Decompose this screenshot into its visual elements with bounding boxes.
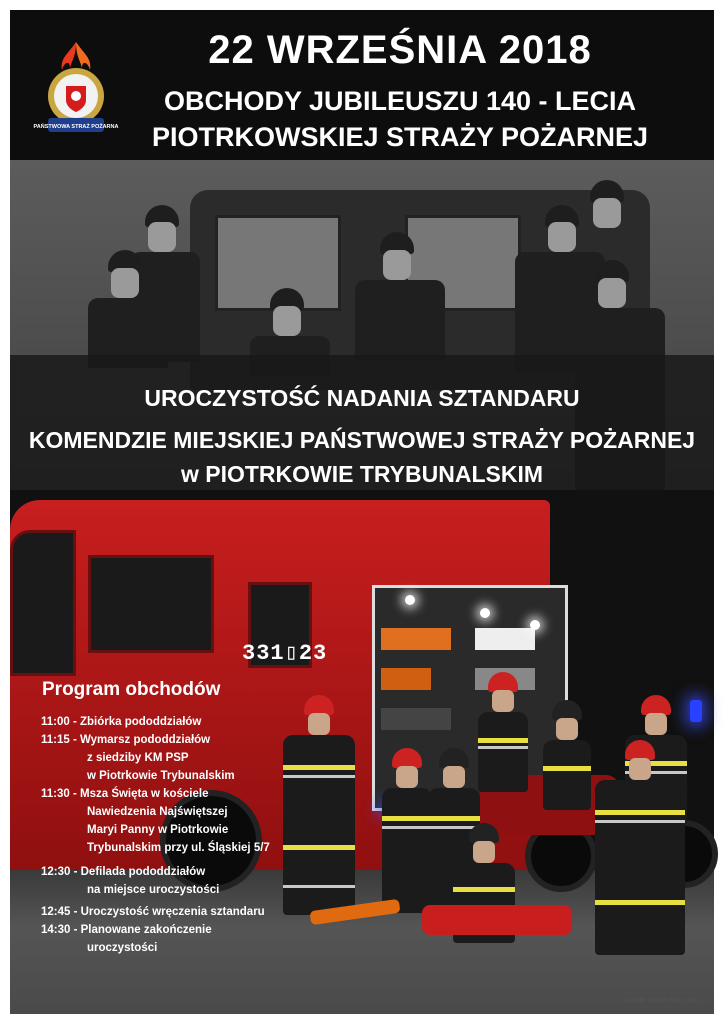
fire-service-emblem-icon (33, 40, 119, 140)
ceremony-line-2: KOMENDZIE MIEJSKIEJ PAŃSTWOWEJ STRAŻY POŻARNEJ (28, 427, 696, 453)
ceremony-line-3: w PIOTRKOWIE TRYBUNALSKIM (180, 461, 544, 487)
poster (10, 10, 714, 1014)
program-line: Maryi Panny w Piotrkowie (87, 824, 229, 836)
program-line: 14:30 - Planowane zakończenie (41, 924, 212, 936)
program-line: 11:15 - Wymarsz pododdziałów (41, 734, 211, 746)
firefighter (478, 672, 528, 792)
truck-registration: 331▯23 (242, 641, 328, 666)
ceremony-banner (10, 355, 714, 510)
jubilee-subtitle: PIOTRKOWSKIEJ STRAŻY POŻARNEJ (151, 122, 649, 152)
jubilee-title: OBCHODY JUBILEUSZU 140 - LECIA (163, 86, 637, 116)
program-line: 12:45 - Uroczystość wręczenia sztandaru (41, 906, 265, 918)
ceremony-line-1: UROCZYSTOŚĆ NADANIA SZTANDARU (144, 385, 580, 411)
printer-credit: Lamar Serwis Sp. z o.o. (625, 997, 700, 1004)
event-date: 22 WRZEŚNIA 2018 (208, 28, 592, 72)
fire-hose (422, 905, 572, 935)
program-line: 11:30 - Msza Święta w kościele (41, 788, 209, 800)
program-line: z siedziby KM PSP (87, 752, 189, 764)
svg-text:PAŃSTWOWA STRAŻ POŻARNA: PAŃSTWOWA STRAŻ POŻARNA (33, 124, 119, 130)
program-line: uroczystości (87, 942, 158, 954)
program-line: 11:00 - Zbiórka pododdziałów (41, 716, 202, 728)
beacon-light (690, 700, 702, 722)
header (10, 10, 714, 160)
truck-windshield (10, 530, 76, 676)
program-line: na miejsce uroczystości (87, 884, 220, 896)
firefighter (595, 740, 685, 955)
program-line: Nawiedzenia Najświętszej (87, 806, 228, 818)
program-line: 12:30 - Defilada pododdziałów (41, 866, 206, 878)
firefighter (382, 748, 432, 913)
firefighter (543, 700, 591, 810)
program-line: w Piotrkowie Trybunalskim (87, 770, 235, 782)
program-title: Program obchodów (42, 679, 221, 700)
program-line: Trybunalskim przy ul. Śląskiej 5/7 (87, 842, 270, 854)
firefighter (283, 695, 355, 915)
truck-cab-window (88, 555, 214, 653)
